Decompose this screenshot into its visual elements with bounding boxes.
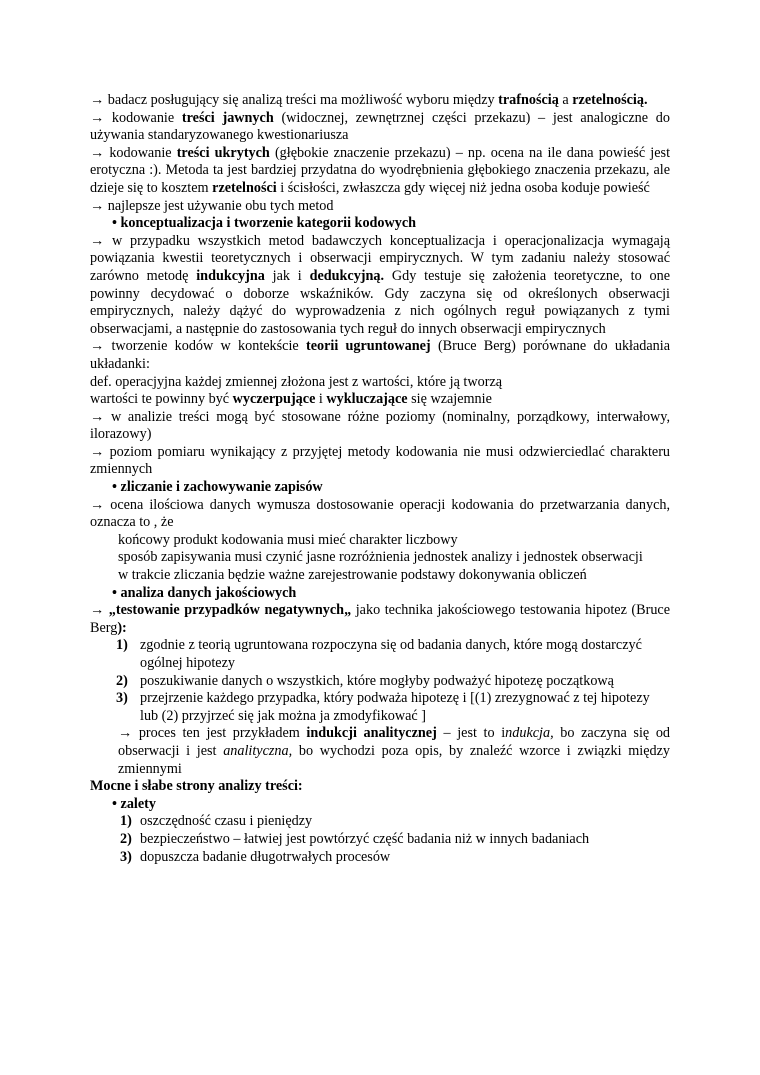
document-page bbox=[90, 92, 670, 866]
numbered-list bbox=[90, 637, 670, 725]
arrow-icon: → bbox=[90, 443, 105, 460]
list-item bbox=[90, 849, 670, 867]
list-number: 1) bbox=[116, 637, 128, 654]
list-item bbox=[90, 673, 670, 691]
paragraph: → kodowanie treści ukrytych (głębokie znaczenie przekazu) – np. ocena na ile dana powieść jest erotyczna :). Metoda ta jest bardziej przydatna do wyodrębnienia głębokiego znaczenia przekazu, ale dzieje się to kosztem rzetelności i ścisłości, zwłaszcza gdy więcej niż jedna osoba koduje powieść bbox=[90, 144, 671, 196]
numbered-list bbox=[90, 813, 670, 866]
list-number: 2) bbox=[116, 672, 128, 689]
bullet-icon: • bbox=[112, 215, 117, 232]
list-number: 3) bbox=[120, 848, 132, 865]
paragraph: → kodowanie treści jawnych (widocznej, zewnętrznej części przekazu) – jest analogiczne do używania standaryzowanego kwestionariusza bbox=[90, 109, 670, 144]
arrow-icon: → bbox=[90, 197, 105, 214]
list-text: poszukiwanie danych o wszystkich, które mogłyby podważyć hipotezę początkową bbox=[140, 672, 614, 689]
section-heading: • zalety bbox=[112, 795, 156, 812]
section-heading: • analiza danych jakościowych bbox=[112, 584, 297, 601]
list-number: 2) bbox=[120, 830, 132, 847]
paragraph: → ocena ilościowa danych wymusza dostosowanie operacji kodowania do przetwarzania danych, oznacza to , że bbox=[90, 496, 671, 531]
paragraph: → poziom pomiaru wynikający z przyjętej metody kodowania nie musi odzwierciedlać charakteru zmiennych bbox=[90, 443, 671, 478]
paragraph: → tworzenie kodów w kontekście teorii ugruntowanej (Bruce Berg) porównane do układania układanki: bbox=[90, 338, 670, 372]
paragraph: → proces ten jest przykładem indukcji analitycznej – jest to indukcja, bo zaczyna się od obserwacji i jest analityczna, bo wychodzi poza opis, by znaleźć wzorce i związki między zmiennymi bbox=[118, 725, 671, 777]
paragraph: → najlepsze jest używanie obu tych metod bbox=[90, 197, 334, 214]
arrow-icon: → bbox=[90, 232, 105, 249]
section-heading: • zliczanie i zachowywanie zapisów bbox=[112, 479, 323, 496]
paragraph: → w analizie treści mogą być stosowane różne poziomy (nominalny, porządkowy, interwałowy, ilorazowy) bbox=[90, 408, 671, 443]
list-item bbox=[90, 831, 670, 849]
list-item bbox=[90, 813, 670, 831]
list-item bbox=[90, 637, 670, 672]
list-item bbox=[90, 690, 670, 725]
paragraph: końcowy produkt kodowania musi mieć charakter liczbowy bbox=[118, 531, 458, 548]
list-text: bezpieczeństwo – łatwiej jest powtórzyć część badania niż w innych badaniach bbox=[140, 830, 590, 847]
bullet-icon: • bbox=[112, 479, 117, 496]
section-heading: • konceptualizacja i tworzenie kategorii kodowych bbox=[112, 215, 417, 232]
arrow-icon: → bbox=[90, 144, 105, 161]
arrow-icon: → bbox=[90, 92, 105, 108]
paragraph: w trakcie zliczania będzie ważne zarejestrowanie podstawy dokonywania obliczeń bbox=[118, 567, 587, 584]
list-text: przejrzenie każdego przypadka, który podważa hipotezę i [(1) zrezygnować z tej hipotezy lub (2) przyjrzeć się jak można ja zmodyfikować ] bbox=[140, 690, 650, 724]
paragraph: def. operacjyjna każdej zmiennej złożona jest z wartości, które ją tworzą bbox=[90, 373, 503, 390]
paragraph: → badacz posługujący się analizą treści ma możliwość wyboru między trafnością a rzetelnością. bbox=[90, 92, 648, 108]
arrow-icon: → bbox=[90, 496, 105, 513]
arrow-icon: → bbox=[90, 408, 105, 425]
paragraph: → w przypadku wszystkich metod badawczych konceptualizacja i operacjonalizacja wymagają powiązania kwestii teoretycznych i obserwacji empirycznych. W tym zadaniu należy stosować zarówno metodę indukcyjna jak i dedukcyjną. Gdy testuje się założenia teoretyczne, to one powinny decydować o doborze wskaźników. Gdy zaczyna się od określonych obserwacji empirycznych, należy dążyć do wyprowadzenia z nich ogólnych reguł powiązanych z tymi obserwacjami, a następnie do zastosowania tych reguł do innych obserwacji empirycznych bbox=[90, 232, 671, 337]
paragraph: sposób zapisywania musi czynić jasne rozróżnienia jednostek analizy i jednostek obserwacji bbox=[118, 549, 643, 566]
bullet-icon: • bbox=[112, 795, 117, 812]
arrow-icon: → bbox=[90, 338, 105, 355]
paragraph: wartości te powinny być wyczerpujące i wykluczające się wzajemnie bbox=[90, 391, 492, 408]
arrow-icon: → bbox=[90, 109, 105, 126]
section-title: Mocne i słabe strony analizy treści: bbox=[90, 778, 303, 795]
bullet-icon: • bbox=[112, 584, 117, 601]
arrow-icon: → bbox=[118, 725, 133, 742]
paragraph: → „testowanie przypadków negatywnych„ jako technika jakościowego testowania hipotez (Bruce Berg): bbox=[90, 602, 671, 636]
list-text: zgodnie z teorią ugruntowana rozpoczyna się od badania danych, które mogą dostarczyć ogólnej hipotezy bbox=[140, 637, 642, 671]
list-number: 3) bbox=[116, 690, 128, 707]
list-number: 1) bbox=[120, 813, 132, 830]
list-text: oszczędność czasu i pieniędzy bbox=[140, 813, 313, 830]
arrow-icon: → bbox=[90, 602, 105, 619]
list-text: dopuszcza badanie długotrwałych procesów bbox=[140, 848, 391, 865]
